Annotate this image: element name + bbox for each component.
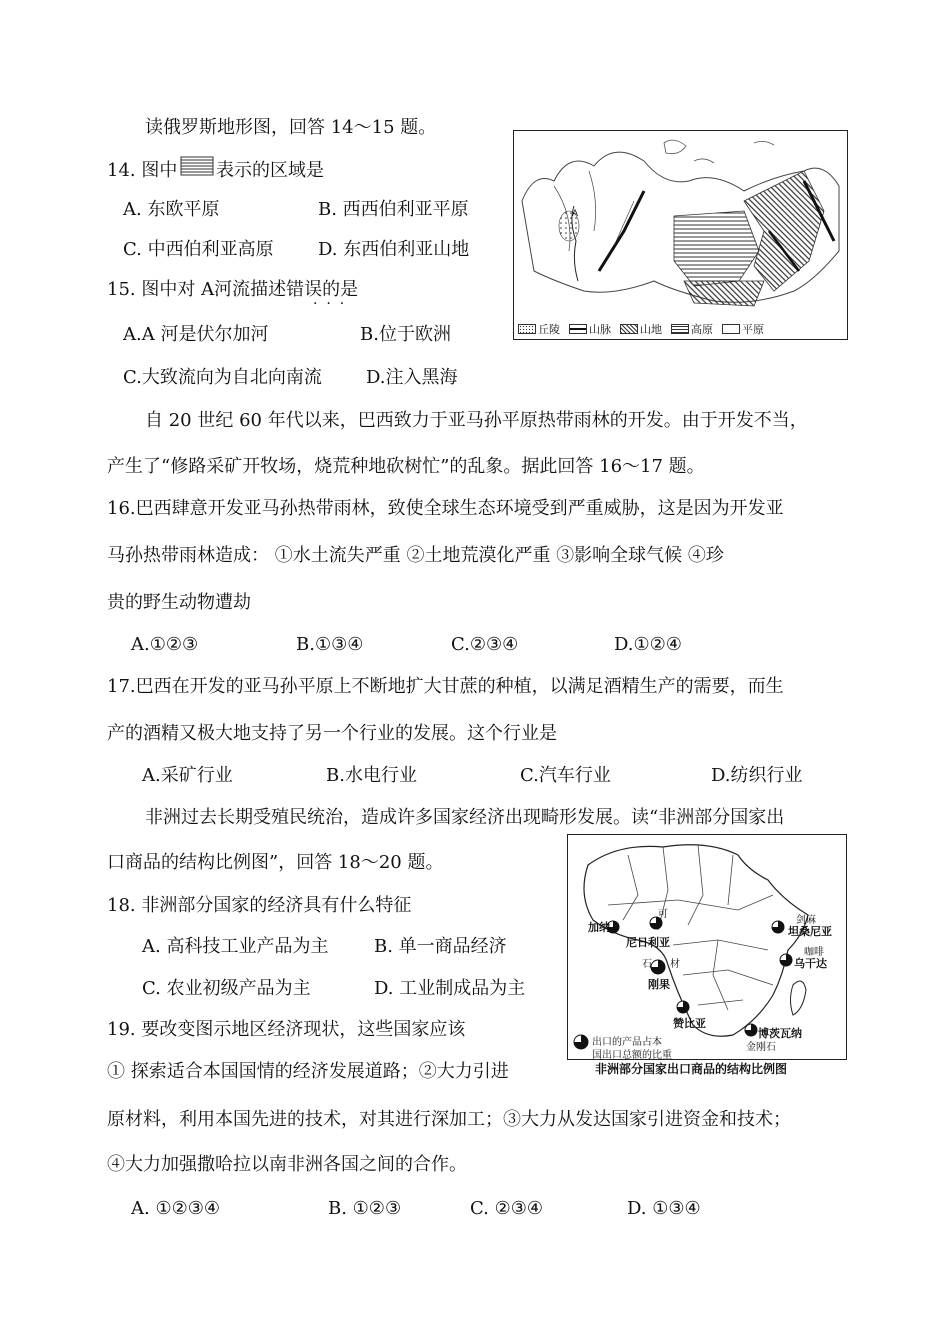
q14-option-a: A. 东欧平原 xyxy=(123,199,220,220)
q14-option-d: D. 东西伯利亚山地 xyxy=(318,239,470,260)
label-ke: 可 xyxy=(658,909,668,920)
label-coffee: 咖啡 xyxy=(804,947,824,958)
africa-export-map xyxy=(567,834,847,1060)
africa-map-caption: 非洲部分国家出口商品的结构比例图 xyxy=(595,1062,788,1076)
q18-option-d: D. 工业制成品为主 xyxy=(374,978,526,999)
q15-stem: 15. 图中对 A河流描述错误的是 xyxy=(107,279,359,300)
q16-option-b: B.①③④ xyxy=(296,634,364,655)
label-cai: 材 xyxy=(670,959,680,970)
label-sisal: 剑麻 xyxy=(796,915,816,926)
q15-option-b: B.位于欧洲 xyxy=(360,324,451,345)
legend-plateau: 高原 xyxy=(691,323,713,336)
q19-option-d: D. ①③④ xyxy=(627,1198,701,1219)
intro-brazil-line2: 产生了“修路采矿开牧场，烧荒种地砍树忙”的乱象。据此回答 16～17 题。 xyxy=(107,456,705,477)
legend-mountain: 山地 xyxy=(640,323,662,336)
q17-option-b: B.水电行业 xyxy=(326,765,417,786)
pie-uganda xyxy=(780,954,792,966)
emphasis-dots: · · · xyxy=(313,296,345,312)
svg-text:A: A xyxy=(572,208,579,218)
q16-line3: 贵的野生动物遭劫 xyxy=(107,592,251,613)
q19-option-a: A. ①②③④ xyxy=(131,1198,220,1219)
q17-line1: 17.巴西在开发的亚马孙平原上不断地扩大甘蔗的种植，以满足酒精生产的需要，而生 xyxy=(107,676,784,697)
legend-hills: 丘陵 xyxy=(538,323,560,336)
plateau-swatch xyxy=(671,324,689,334)
q15-option-a: A.A 河是伏尔加河 xyxy=(123,324,269,345)
label-nigeria: 尼日利亚 xyxy=(626,936,670,949)
label-tanzania: 坦桑尼亚 xyxy=(788,925,832,938)
pie-congo xyxy=(651,960,665,974)
label-diamond: 金刚石 xyxy=(746,1042,776,1053)
q14-option-c: C. 中西伯利亚高原 xyxy=(123,239,274,260)
legend-plain: 平原 xyxy=(742,323,764,336)
legend-text-line1: 出口的产品占本 xyxy=(592,1037,662,1048)
russia-map-legend xyxy=(518,321,770,337)
q14-option-b: B. 西西伯利亚平原 xyxy=(318,199,469,220)
q16-option-a: A.①②③ xyxy=(131,634,199,655)
label-ghana: 加纳 xyxy=(588,921,610,934)
q16-line1: 16.巴西肆意开发亚马孙热带雨林，致使全球生态环境受到严重威胁，这是因为开发亚 xyxy=(107,498,784,519)
q19-line3: ④大力加强撒哈拉以南非洲各国之间的合作。 xyxy=(107,1154,467,1175)
pie-zambia xyxy=(677,1001,689,1013)
q16-option-c: C.②③④ xyxy=(451,634,519,655)
legend-range: 山脉 xyxy=(589,323,611,336)
intro-africa-line2: 口商品的结构比例图”，回答 18～20 题。 xyxy=(107,852,444,873)
q18-option-c: C. 农业初级产品为主 xyxy=(142,978,311,999)
label-shi: 石 xyxy=(642,959,652,970)
q19-option-b: B. ①②③ xyxy=(328,1198,402,1219)
q17-option-d: D.纺织行业 xyxy=(711,765,803,786)
russia-map-drawing xyxy=(514,131,847,317)
q16-line2: 马孙热带雨林造成： ①水土流失严重 ②土地荒漠化严重 ③影响全球气候 ④珍 xyxy=(107,545,724,566)
pie-legend-icon xyxy=(574,1035,588,1049)
pie-botswana xyxy=(745,1024,757,1036)
label-zambia: 赞比亚 xyxy=(673,1017,706,1030)
russia-terrain-map xyxy=(513,130,848,340)
label-congo: 刚果 xyxy=(648,978,670,991)
q19-stem: 19. 要改变图示地区经济现状，这些国家应该 xyxy=(107,1019,466,1040)
pie-tanzania xyxy=(772,921,784,933)
q15-option-d: D.注入黑海 xyxy=(366,367,458,388)
q18-option-a: A. 高科技工业产品为主 xyxy=(142,936,329,957)
q18-option-b: B. 单一商品经济 xyxy=(374,936,507,957)
q19-line1: ① 探索适合本国国情的经济发展道路；②大力引进 xyxy=(107,1061,509,1082)
q18-stem: 18. 非洲部分国家的经济具有什么特征 xyxy=(107,895,412,916)
q14-stem-post: 表示的区域是 xyxy=(216,160,324,181)
legend-text-line2: 国出口总额的比重 xyxy=(592,1050,672,1061)
q15-option-c: C.大致流向为自北向南流 xyxy=(123,367,322,388)
q16-option-d: D.①②④ xyxy=(614,634,682,655)
plain-swatch xyxy=(722,324,740,334)
label-uganda: 乌干达 xyxy=(794,957,827,970)
intro-africa-line1: 非洲过去长期受殖民统治，造成许多国家经济出现畸形发展。读“非洲部分国家出 xyxy=(145,807,785,828)
range-swatch xyxy=(569,324,587,334)
q19-line2: 原材料，利用本国先进的技术，对其进行深加工；③大力从发达国家引进资金和技术； xyxy=(107,1109,791,1130)
q17-option-c: C.汽车行业 xyxy=(520,765,611,786)
q17-line2: 产的酒精又极大地支持了另一个行业的发展。这个行业是 xyxy=(107,723,557,744)
q19-option-c: C. ②③④ xyxy=(470,1198,543,1219)
mountain-swatch xyxy=(620,324,638,334)
label-botswana: 博茨瓦纳 xyxy=(758,1027,802,1040)
hatched-area-icon xyxy=(180,156,214,176)
intro-russia: 读俄罗斯地形图，回答 14～15 题。 xyxy=(145,117,437,138)
q17-option-a: A.采矿行业 xyxy=(142,765,233,786)
hills-swatch xyxy=(518,324,536,334)
intro-brazil-line1: 自 20 世纪 60 年代以来，巴西致力于亚马孙平原热带雨林的开发。由于开发不当， xyxy=(145,410,808,431)
q14-stem-pre: 14. 图中 xyxy=(107,160,178,181)
